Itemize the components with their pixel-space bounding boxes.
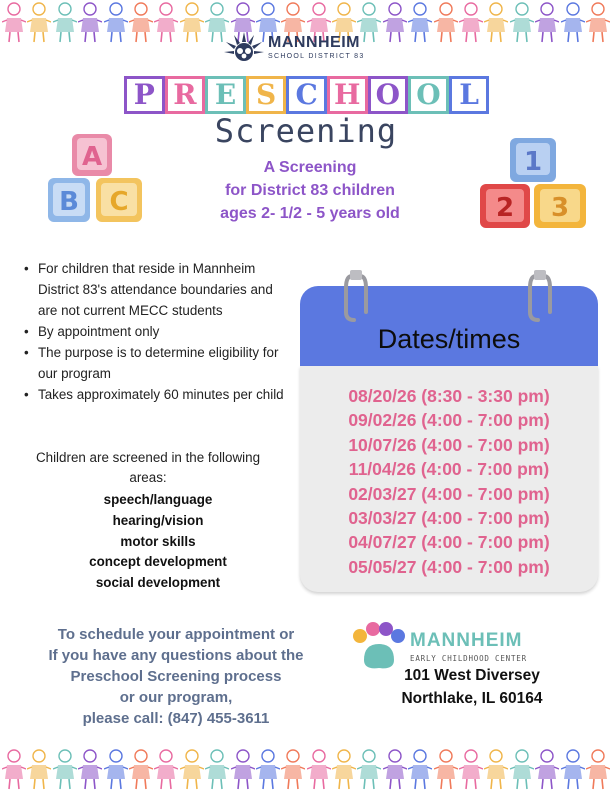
contact-line: or our program, <box>119 689 233 706</box>
child-figure-icon <box>408 0 432 44</box>
child-figure-icon <box>27 747 51 791</box>
abc-blocks-illustration <box>44 132 154 228</box>
date-item: 10/07/26 (4:00 - 7:00 pm) <box>348 434 550 455</box>
child-figure-icon <box>104 0 128 44</box>
child-figure-icon <box>180 0 204 44</box>
child-figure-icon <box>231 747 255 791</box>
block-2 <box>480 184 530 228</box>
date-item: 02/03/27 (4:00 - 7:00 pm) <box>348 483 550 504</box>
child-figure-icon <box>561 0 585 44</box>
child-figure-icon <box>586 747 610 791</box>
contact-line: please call: (847) 455-3611 <box>82 710 270 727</box>
child-figure-icon <box>53 747 77 791</box>
block-3 <box>534 184 586 228</box>
list-item: • The purpose is to determine eligibility for our program <box>24 342 286 384</box>
letter-block-char: O <box>416 78 441 111</box>
page-title: Screening <box>214 112 398 150</box>
child-figure-icon <box>154 747 178 791</box>
contact-line: If you have any questions about the <box>48 647 304 664</box>
address-line: 101 West Diversey <box>404 667 540 684</box>
letter-block <box>124 76 165 114</box>
child-figure-icon <box>408 747 432 791</box>
contact-line: To schedule your appointment or <box>57 626 295 643</box>
child-figure-icon <box>129 747 153 791</box>
block-letter: B <box>59 187 79 217</box>
child-figure-icon <box>307 747 331 791</box>
child-figure-icon <box>104 747 128 791</box>
child-figure-icon <box>535 0 559 44</box>
letter-block <box>408 76 449 114</box>
child-figure-icon <box>459 0 483 44</box>
letter-block-char: E <box>214 78 237 111</box>
letter-block <box>165 76 206 114</box>
kids-border-bottom <box>0 747 612 791</box>
child-figure-icon <box>2 0 26 44</box>
date-item: 05/05/27 (4:00 - 7:00 pm) <box>348 556 550 577</box>
block-1 <box>510 138 556 182</box>
list-item: concept development <box>89 554 227 570</box>
letter-block <box>205 76 246 114</box>
district-subtitle: SCHOOL DISTRICT 83 <box>268 52 365 60</box>
block-number: 3 <box>550 193 570 223</box>
list-item: • By appointment only <box>24 321 286 342</box>
block-number: 2 <box>495 193 515 223</box>
number-blocks-illustration <box>478 136 590 230</box>
child-figure-icon <box>332 747 356 791</box>
center-name: MANNHEIM <box>410 630 523 651</box>
child-figure-icon <box>53 0 77 44</box>
list-item: • For children that reside in Mannheim District 83's attendance boundaries and are not current MECC students <box>24 258 286 321</box>
block-letter: A <box>81 142 103 172</box>
child-figure-icon <box>27 0 51 44</box>
center-subtitle: EARLY CHILDHOOD CENTER <box>410 654 527 663</box>
screening-areas-intro: Children are screened in the following areas: <box>35 450 261 485</box>
letter-block <box>327 76 368 114</box>
letter-block-char: O <box>375 78 401 111</box>
block-letter: C <box>109 187 129 217</box>
child-figure-icon <box>459 747 483 791</box>
child-figure-icon <box>205 747 229 791</box>
letter-block-char: P <box>133 78 155 111</box>
letter-block <box>368 76 409 114</box>
list-item: • Takes approximately 60 minutes per child <box>24 384 286 405</box>
district-name: MANNHEIM <box>268 33 360 51</box>
block-a <box>72 134 112 176</box>
subtitle-line: for District 83 children <box>225 182 395 199</box>
calendar-rings-icon <box>300 270 598 330</box>
dates-calendar <box>300 286 598 592</box>
info-bullet-list <box>24 258 286 405</box>
child-figure-icon <box>484 0 508 44</box>
letter-block-char: R <box>173 78 197 111</box>
letter-block-char: L <box>459 78 479 111</box>
subtitle-line: A Screening <box>263 159 357 176</box>
list-item: speech/language <box>103 492 213 507</box>
list-item: hearing/vision <box>112 512 204 528</box>
letter-block-char: H <box>334 78 361 111</box>
list-item: motor skills <box>120 533 196 549</box>
child-figure-icon <box>256 747 280 791</box>
child-figure-icon <box>484 747 508 791</box>
sunburst-logo-icon <box>222 30 266 64</box>
date-item: 08/20/26 (8:30 - 3:30 pm) <box>348 386 550 406</box>
child-figure-icon <box>586 0 610 44</box>
child-figure-icon <box>510 0 534 44</box>
child-figure-icon <box>357 747 381 791</box>
child-figure-icon <box>434 747 458 791</box>
block-b <box>48 178 90 222</box>
district-logo <box>222 30 365 64</box>
child-figure-icon <box>383 747 407 791</box>
child-figure-icon <box>78 747 102 791</box>
child-figure-icon <box>281 747 305 791</box>
list-item: social development <box>95 575 221 591</box>
date-item: 09/02/26 (4:00 - 7:00 pm) <box>348 410 550 431</box>
date-item: 04/07/27 (4:00 - 7:00 pm) <box>348 532 550 553</box>
child-figure-icon <box>510 747 534 791</box>
child-figure-icon <box>154 0 178 44</box>
child-figure-icon <box>434 0 458 44</box>
calendar-title: Dates/times <box>377 324 521 354</box>
block-c <box>96 178 142 222</box>
child-figure-icon <box>78 0 102 44</box>
preschool-letter-blocks <box>124 76 489 114</box>
child-figure-icon <box>561 747 585 791</box>
block-number: 1 <box>523 147 543 177</box>
date-item: 03/03/27 (4:00 - 7:00 pm) <box>348 508 550 529</box>
date-item: 11/04/26 (4:00 - 7:00 pm) <box>348 459 550 480</box>
dates-list <box>300 384 598 579</box>
child-figure-icon <box>535 747 559 791</box>
center-address <box>374 664 570 710</box>
contact-info <box>30 624 322 729</box>
child-figure-icon <box>2 747 26 791</box>
child-figure-icon <box>180 747 204 791</box>
child-figure-icon <box>129 0 153 44</box>
letter-block <box>286 76 327 114</box>
subtitle-line: ages 2- 1/2 - 5 years old <box>220 205 400 222</box>
letter-block-char: S <box>255 78 277 111</box>
letter-block <box>246 76 287 114</box>
contact-line: Preschool Screening process <box>70 668 282 685</box>
letter-block-char: C <box>295 78 318 111</box>
letter-block <box>449 76 490 114</box>
page-subtitle <box>160 156 460 225</box>
child-figure-icon <box>383 0 407 44</box>
screening-areas-list <box>20 490 296 594</box>
address-line: Northlake, IL 60164 <box>401 690 543 707</box>
